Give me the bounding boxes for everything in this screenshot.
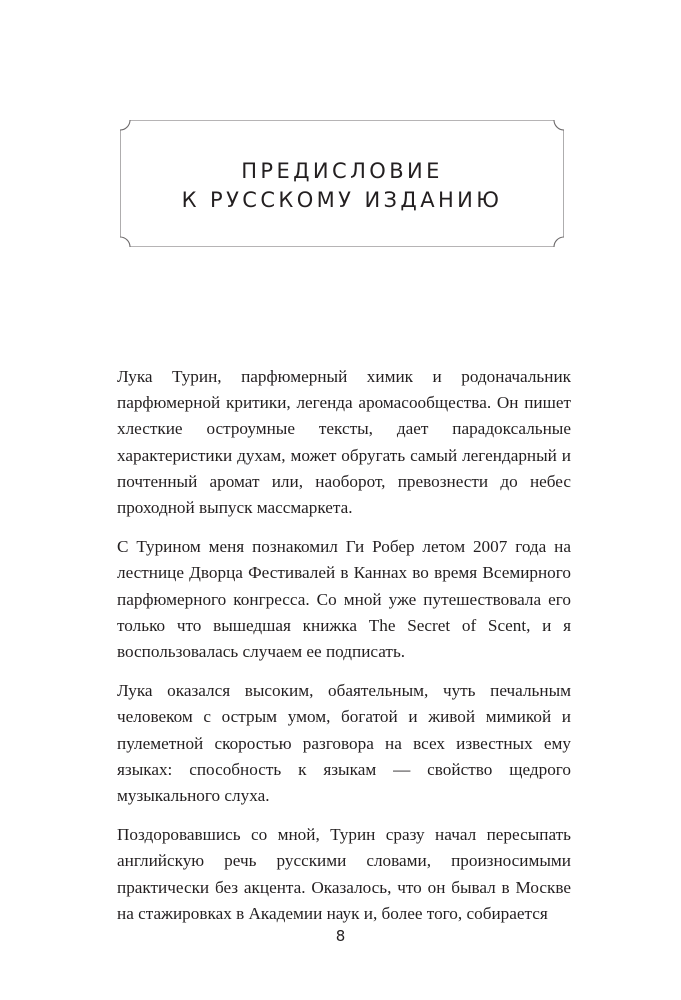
body-text (117, 364, 571, 940)
chapter-title-frame (120, 120, 564, 247)
paragraph: Лука Турин, парфюмерный химик и родоначальник парфюмерной критики, легенда аромасообщества. Он пишет хлесткие остроумные тексты, дает парадоксальные характеристики духам, может обругать самый легендарный и почтенный аромат или, наоборот, превознести до небес проходной выпуск массмаркета. (117, 367, 571, 518)
chapter-title-line-2: К РУССКОМУ ИЗДАНИЮ (181, 188, 503, 212)
paragraph: Лука оказался высоким, обаятельным, чуть печальным человеком с острым умом, богатой и живой мимикой и пулеметной скоростью разговора на всех известных ему языках: способность к языкам — свойство щедрого музыкального слуха. (117, 681, 571, 806)
chapter-title (120, 157, 564, 215)
paragraph: С Турином меня познакомил Ги Робер летом 2007 года на лестнице Дворца Фестивалей в Каннах во время Всемирного парфюмерного конгресса. Со мной уже путешествовала его только что вышедшая книжка The Secret of Scent, и я воспользовалась случаем ее подписать. (117, 537, 571, 662)
chapter-title-line-1: ПРЕДИСЛОВИЕ (241, 159, 443, 183)
paragraph: Поздоровавшись со мной, Турин сразу начал пересыпать английскую речь русскими словами, произносимыми практически без акцента. Оказалось, что он бывал в Москве на стажировках в Академии наук и, более того, собирается (117, 825, 571, 923)
page-number: 8 (335, 927, 346, 945)
